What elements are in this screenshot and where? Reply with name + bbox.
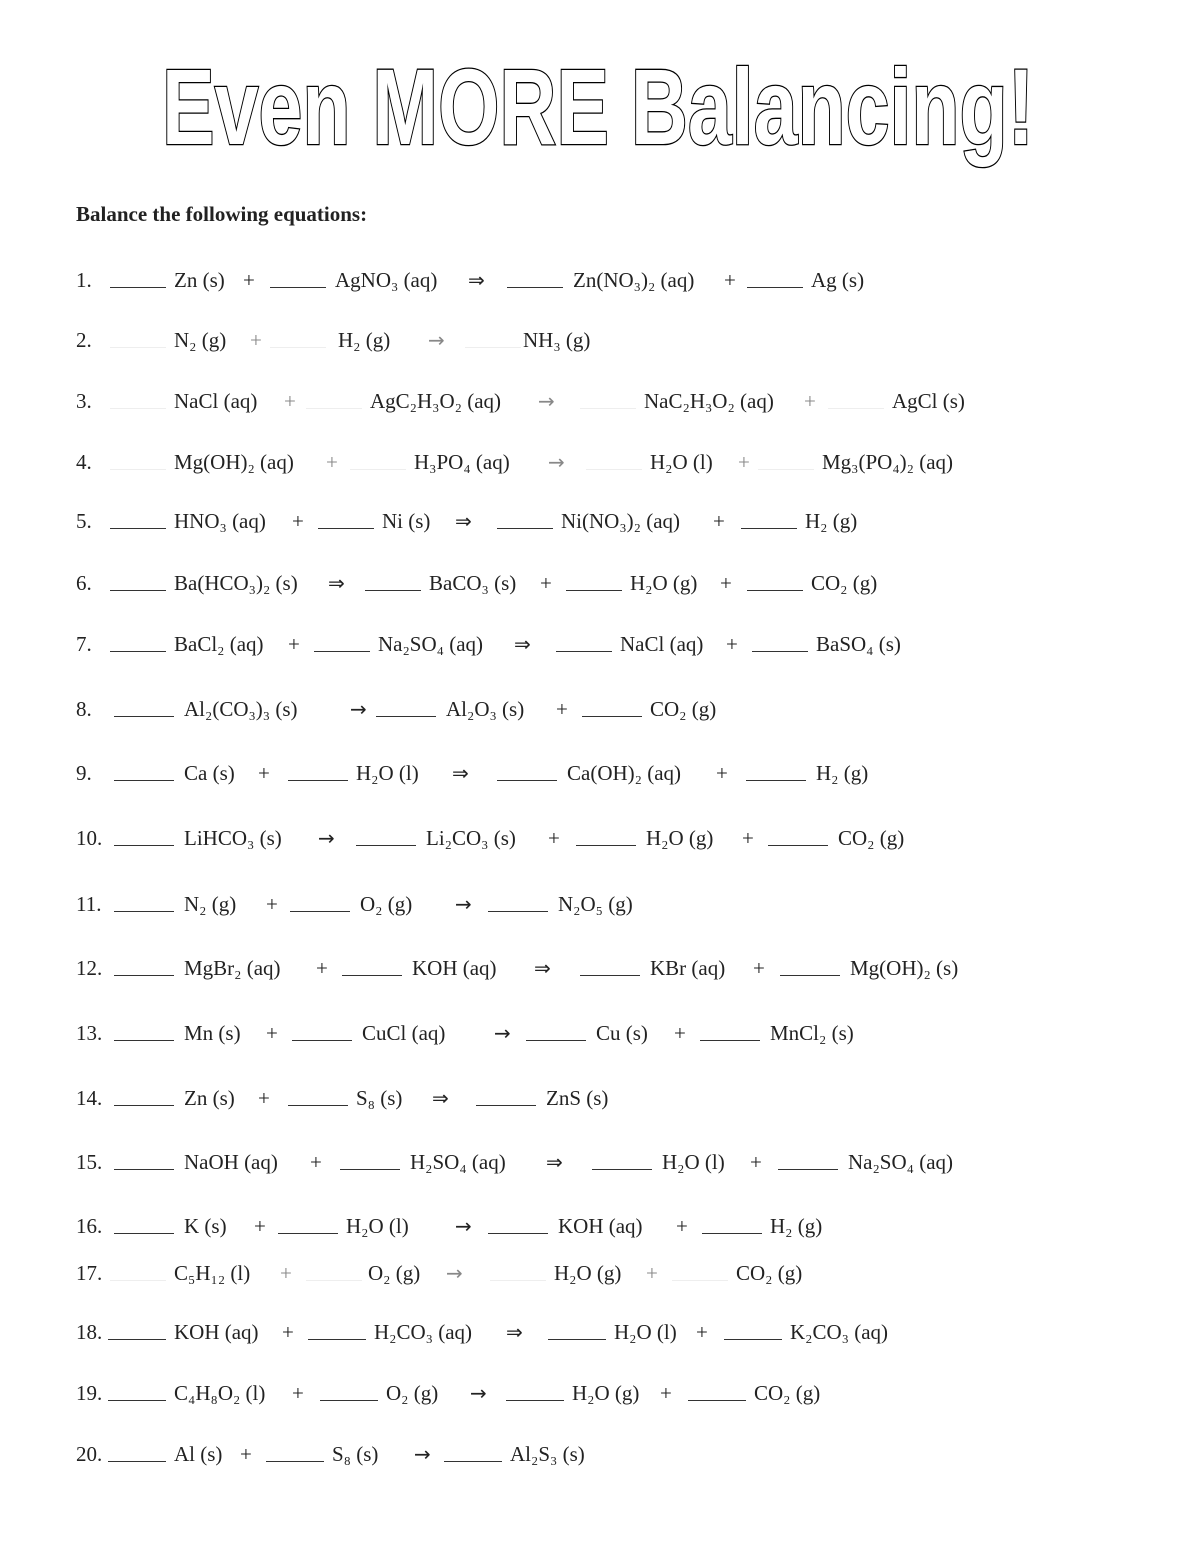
coefficient-blank[interactable] [114, 1211, 174, 1234]
chemical-formula: Zn(NO₃)₂ (aq) [573, 268, 695, 292]
equation-number: 11. [76, 892, 102, 916]
chemical-formula: Na₂SO₄ (aq) [378, 632, 484, 656]
coefficient-blank[interactable] [780, 953, 840, 976]
coefficient-blank[interactable] [278, 1211, 338, 1234]
chemical-formula: Zn (s) [184, 1086, 235, 1110]
plus-sign: + [254, 1214, 266, 1238]
plus-sign: + [716, 761, 728, 785]
coefficient-blank[interactable] [342, 953, 402, 976]
equation-9 [0, 758, 1200, 792]
equation-7 [0, 629, 1200, 663]
coefficient-blank[interactable] [592, 1147, 652, 1170]
coefficient-blank[interactable] [582, 694, 642, 717]
plus-sign: + [724, 268, 736, 292]
chemical-formula: NaCl (aq) [620, 632, 704, 656]
chemical-formula: O₂ (g) [368, 1261, 421, 1285]
coefficient-blank[interactable] [350, 447, 406, 470]
equation-1 [0, 265, 1200, 299]
yields-arrow: ⇒ [452, 761, 469, 785]
title-text: Even MORE Balancing! [162, 52, 1034, 167]
yields-arrow: ⇒ [514, 632, 531, 656]
coefficient-blank[interactable] [114, 758, 174, 781]
yields-arrow: ⇒ [468, 268, 485, 292]
chemical-formula: AgCl (s) [892, 389, 965, 413]
plus-sign: + [674, 1021, 686, 1045]
yields-arrow: → [455, 1214, 472, 1238]
coefficient-blank[interactable] [110, 447, 166, 470]
plus-sign: + [258, 761, 270, 785]
chemical-formula: K (s) [184, 1214, 227, 1238]
yields-arrow: → [428, 328, 445, 352]
chemical-formula: H₂O (g) [646, 826, 714, 850]
equation-8 [0, 694, 1200, 728]
coefficient-blank[interactable] [778, 1147, 838, 1170]
coefficient-blank[interactable] [488, 889, 548, 912]
chemical-formula: O₂ (g) [360, 892, 413, 916]
yields-arrow: → [318, 826, 335, 850]
chemical-formula: Li₂CO₃ (s) [426, 826, 516, 850]
plus-sign: + [660, 1381, 672, 1405]
coefficient-blank[interactable] [465, 325, 521, 348]
coefficient-blank[interactable] [270, 265, 326, 288]
coefficient-blank[interactable] [114, 694, 174, 717]
yields-arrow: ⇒ [506, 1320, 523, 1344]
equation-11 [0, 889, 1200, 923]
equation-20 [0, 1439, 1200, 1473]
plus-sign: + [292, 1381, 304, 1405]
equation-number: 19. [76, 1381, 103, 1405]
plus-sign: + [696, 1320, 708, 1344]
yields-arrow: → [538, 389, 555, 413]
equation-number: 3. [76, 389, 92, 413]
equation-19 [0, 1378, 1200, 1412]
yields-arrow: → [494, 1021, 511, 1045]
equation-10 [0, 823, 1200, 857]
coefficient-blank[interactable] [306, 386, 362, 409]
chemical-formula: NaOH (aq) [184, 1150, 278, 1174]
chemical-formula: BaCO₃ (s) [429, 571, 517, 595]
coefficient-blank[interactable] [490, 1258, 546, 1281]
chemical-formula: KBr (aq) [650, 956, 726, 980]
coefficient-blank[interactable] [114, 1083, 174, 1106]
plus-sign: + [804, 389, 816, 413]
coefficient-blank[interactable] [752, 629, 808, 652]
coefficient-blank[interactable] [110, 325, 166, 348]
plus-sign: + [556, 697, 568, 721]
yields-arrow: ⇒ [432, 1086, 449, 1110]
plus-sign: + [243, 268, 255, 292]
coefficient-blank[interactable] [318, 506, 374, 529]
chemical-formula: H₂O (g) [554, 1261, 622, 1285]
yields-arrow: → [470, 1381, 487, 1405]
chemical-formula: MnCl₂ (s) [770, 1021, 854, 1045]
plus-sign: + [280, 1261, 292, 1285]
chemical-formula: KOH (aq) [412, 956, 497, 980]
chemical-formula: H₂SO₄ (aq) [410, 1150, 506, 1174]
coefficient-blank[interactable] [526, 1018, 586, 1041]
coefficient-blank[interactable] [365, 568, 421, 591]
chemical-formula: Ag (s) [811, 268, 865, 292]
equation-number: 12. [76, 956, 103, 980]
chemical-formula: Ni (s) [382, 509, 431, 533]
chemical-formula: Zn (s) [174, 268, 225, 292]
coefficient-blank[interactable] [488, 1211, 548, 1234]
plus-sign: + [742, 826, 754, 850]
equation-number: 15. [76, 1150, 103, 1174]
chemical-formula: Na₂SO₄ (aq) [848, 1150, 954, 1174]
yields-arrow: → [548, 450, 565, 474]
worksheet-title [0, 52, 1200, 182]
chemical-formula: H₂ (g) [816, 761, 869, 785]
equation-2 [0, 325, 1200, 359]
chemical-formula: Mn (s) [184, 1021, 241, 1045]
coefficient-blank[interactable] [576, 823, 636, 846]
chemical-formula: S₈ (s) [332, 1442, 379, 1466]
equation-number: 5. [76, 509, 92, 533]
coefficient-blank[interactable] [497, 758, 557, 781]
chemical-formula: CO₂ (g) [754, 1381, 821, 1405]
equation-16 [0, 1211, 1200, 1245]
chemical-formula: KOH (aq) [558, 1214, 643, 1238]
coefficient-blank[interactable] [724, 1317, 782, 1340]
chemical-formula: Al₂O₃ (s) [446, 697, 525, 721]
chemical-formula: Ca(OH)₂ (aq) [567, 761, 682, 785]
chemical-formula: N₂ (g) [184, 892, 237, 916]
chemical-formula: Cu (s) [596, 1021, 648, 1045]
chemical-formula: BaSO₄ (s) [816, 632, 901, 656]
equation-13 [0, 1018, 1200, 1052]
chemical-formula: BaCl₂ (aq) [174, 632, 264, 656]
chemical-formula: CO₂ (g) [811, 571, 878, 595]
chemical-formula: LiHCO₃ (s) [184, 826, 282, 850]
plus-sign: + [258, 1086, 270, 1110]
coefficient-blank[interactable] [548, 1317, 606, 1340]
coefficient-blank[interactable] [672, 1258, 728, 1281]
chemical-formula: CO₂ (g) [838, 826, 905, 850]
plus-sign: + [713, 509, 725, 533]
equation-17 [0, 1258, 1200, 1292]
coefficient-blank[interactable] [376, 694, 436, 717]
coefficient-blank[interactable] [747, 568, 803, 591]
chemical-formula: C₄H₈O₂ (l) [174, 1381, 266, 1405]
coefficient-blank[interactable] [688, 1378, 746, 1401]
equation-6 [0, 568, 1200, 602]
chemical-formula: Ba(HCO₃)₂ (s) [174, 571, 298, 595]
chemical-formula: H₂ (g) [338, 328, 391, 352]
yields-arrow: → [446, 1261, 463, 1285]
equation-4 [0, 447, 1200, 481]
equation-18 [0, 1317, 1200, 1351]
plus-sign: + [266, 1021, 278, 1045]
coefficient-blank[interactable] [828, 386, 884, 409]
equation-3 [0, 386, 1200, 420]
yields-arrow: → [455, 892, 472, 916]
coefficient-blank[interactable] [110, 506, 166, 529]
plus-sign: + [726, 632, 738, 656]
equation-5 [0, 506, 1200, 540]
coefficient-blank[interactable] [320, 1378, 378, 1401]
chemical-formula: CO₂ (g) [650, 697, 717, 721]
chemical-formula: AgC₂H₃O₂ (aq) [370, 389, 502, 413]
yields-arrow: → [414, 1442, 431, 1466]
plus-sign: + [646, 1261, 658, 1285]
coefficient-blank[interactable] [306, 1258, 362, 1281]
equation-number: 2. [76, 328, 92, 352]
coefficient-blank[interactable] [290, 889, 350, 912]
coefficient-blank[interactable] [586, 447, 642, 470]
chemical-formula: NaCl (aq) [174, 389, 258, 413]
equation-number: 4. [76, 450, 92, 474]
coefficient-blank[interactable] [292, 1018, 352, 1041]
coefficient-blank[interactable] [114, 889, 174, 912]
coefficient-blank[interactable] [768, 823, 828, 846]
coefficient-blank[interactable] [444, 1439, 502, 1462]
chemical-formula: H₃PO₄ (aq) [414, 450, 510, 474]
chemical-formula: O₂ (g) [386, 1381, 439, 1405]
plus-sign: + [326, 450, 338, 474]
chemical-formula: NaC₂H₃O₂ (aq) [644, 389, 774, 413]
coefficient-blank[interactable] [507, 265, 563, 288]
plus-sign: + [750, 1150, 762, 1174]
coefficient-blank[interactable] [747, 265, 803, 288]
equation-14 [0, 1083, 1200, 1117]
equation-12 [0, 953, 1200, 987]
chemical-formula: NH₃ (g) [523, 328, 591, 352]
equation-15 [0, 1147, 1200, 1181]
yields-arrow: ⇒ [455, 509, 472, 533]
chemical-formula: CO₂ (g) [736, 1261, 803, 1285]
plus-sign: + [720, 571, 732, 595]
yields-arrow: ⇒ [546, 1150, 563, 1174]
coefficient-blank[interactable] [580, 386, 636, 409]
chemical-formula: K₂CO₃ (aq) [790, 1320, 889, 1344]
coefficient-blank[interactable] [110, 568, 166, 591]
chemical-formula: HNO₃ (aq) [174, 509, 266, 533]
equation-number: 9. [76, 761, 92, 785]
coefficient-blank[interactable] [702, 1211, 762, 1234]
coefficient-blank[interactable] [566, 568, 622, 591]
equation-number: 17. [76, 1261, 103, 1285]
chemical-formula: Ca (s) [184, 761, 235, 785]
plus-sign: + [548, 826, 560, 850]
chemical-formula: C₅H₁₂ (l) [174, 1261, 251, 1285]
chemical-formula: S₈ (s) [356, 1086, 403, 1110]
coefficient-blank[interactable] [308, 1317, 366, 1340]
equation-number: 18. [76, 1320, 103, 1344]
plus-sign: + [282, 1320, 294, 1344]
chemical-formula: MgBr₂ (aq) [184, 956, 281, 980]
coefficient-blank[interactable] [110, 386, 166, 409]
plus-sign: + [292, 509, 304, 533]
coefficient-blank[interactable] [108, 1439, 166, 1462]
coefficient-blank[interactable] [580, 953, 640, 976]
coefficient-blank[interactable] [108, 1317, 166, 1340]
plus-sign: + [284, 389, 296, 413]
plus-sign: + [240, 1442, 252, 1466]
plus-sign: + [310, 1150, 322, 1174]
yields-arrow: ⇒ [328, 571, 345, 595]
coefficient-blank[interactable] [114, 1147, 174, 1170]
chemical-formula: KOH (aq) [174, 1320, 259, 1344]
equation-number: 7. [76, 632, 92, 656]
equation-number: 1. [76, 268, 92, 292]
coefficient-blank[interactable] [266, 1439, 324, 1462]
chemical-formula: H₂O (g) [630, 571, 698, 595]
chemical-formula: Al (s) [174, 1442, 223, 1466]
coefficient-blank[interactable] [110, 629, 166, 652]
yields-arrow: → [350, 697, 367, 721]
plus-sign: + [738, 450, 750, 474]
coefficient-blank[interactable] [288, 758, 348, 781]
coefficient-blank[interactable] [746, 758, 806, 781]
yields-arrow: ⇒ [534, 956, 551, 980]
coefficient-blank[interactable] [356, 823, 416, 846]
coefficient-blank[interactable] [314, 629, 370, 652]
coefficient-blank[interactable] [700, 1018, 760, 1041]
coefficient-blank[interactable] [270, 325, 326, 348]
plus-sign: + [753, 956, 765, 980]
coefficient-blank[interactable] [506, 1378, 564, 1401]
chemical-formula: H₂O (l) [356, 761, 419, 785]
coefficient-blank[interactable] [114, 823, 174, 846]
coefficient-blank[interactable] [758, 447, 814, 470]
equation-number: 20. [76, 1442, 103, 1466]
coefficient-blank[interactable] [741, 506, 797, 529]
chemical-formula: H₂O (g) [572, 1381, 640, 1405]
coefficient-blank[interactable] [114, 953, 174, 976]
plus-sign: + [266, 892, 278, 916]
coefficient-blank[interactable] [110, 265, 166, 288]
chemical-formula: Mg(OH)₂ (aq) [174, 450, 294, 474]
chemical-formula: Ni(NO₃)₂ (aq) [561, 509, 681, 533]
coefficient-blank[interactable] [476, 1083, 536, 1106]
coefficient-blank[interactable] [114, 1018, 174, 1041]
equation-number: 6. [76, 571, 92, 595]
equation-number: 16. [76, 1214, 103, 1238]
chemical-formula: H₂CO₃ (aq) [374, 1320, 473, 1344]
chemical-formula: N₂ (g) [174, 328, 227, 352]
chemical-formula: H₂O (l) [662, 1150, 725, 1174]
equation-number: 13. [76, 1021, 103, 1045]
chemical-formula: Mg(OH)₂ (s) [850, 956, 959, 980]
chemical-formula: CuCl (aq) [362, 1021, 446, 1045]
equation-number: 14. [76, 1086, 103, 1110]
chemical-formula: Al₂S₃ (s) [510, 1442, 585, 1466]
chemical-formula: H₂O (l) [346, 1214, 409, 1238]
plus-sign: + [250, 328, 262, 352]
chemical-formula: Al₂(CO₃)₃ (s) [184, 697, 298, 721]
chemical-formula: ZnS (s) [546, 1086, 609, 1110]
coefficient-blank[interactable] [497, 506, 553, 529]
coefficient-blank[interactable] [110, 1258, 166, 1281]
coefficient-blank[interactable] [556, 629, 612, 652]
instructions: Balance the following equations: [76, 202, 368, 226]
chemical-formula: N₂O₅ (g) [558, 892, 633, 916]
chemical-formula: H₂O (l) [614, 1320, 677, 1344]
chemical-formula: Mg₃(PO₄)₂ (aq) [822, 450, 954, 474]
plus-sign: + [540, 571, 552, 595]
plus-sign: + [288, 632, 300, 656]
chemical-formula: H₂ (g) [770, 1214, 823, 1238]
coefficient-blank[interactable] [340, 1147, 400, 1170]
plus-sign: + [676, 1214, 688, 1238]
plus-sign: + [316, 956, 328, 980]
chemical-formula: AgNO₃ (aq) [335, 268, 438, 292]
coefficient-blank[interactable] [108, 1378, 166, 1401]
equation-number: 8. [76, 697, 92, 721]
chemical-formula: H₂O (l) [650, 450, 713, 474]
coefficient-blank[interactable] [288, 1083, 348, 1106]
chemical-formula: H₂ (g) [805, 509, 858, 533]
equation-number: 10. [76, 826, 103, 850]
